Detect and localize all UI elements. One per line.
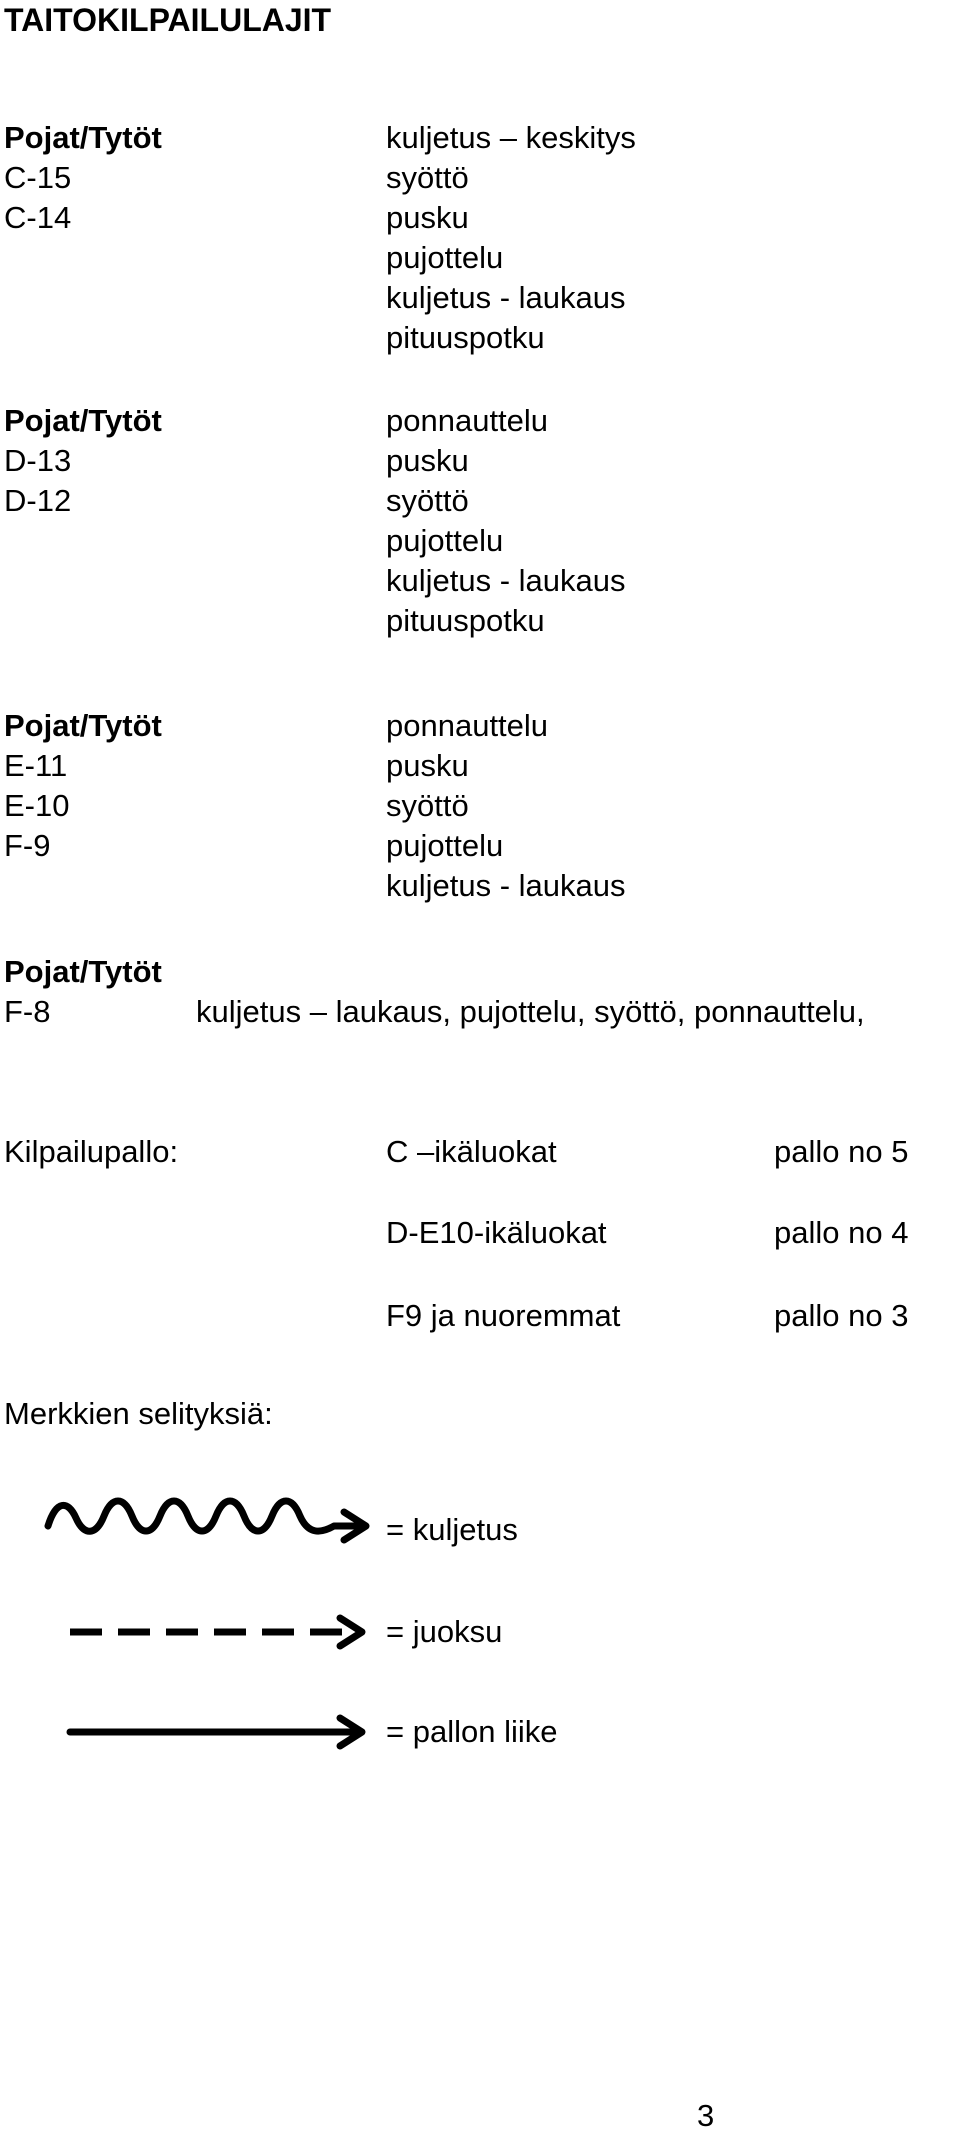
age-class: F-9 (4, 828, 51, 863)
legend-label: = juoksu (386, 1614, 503, 1649)
dashed-arrow-icon (68, 1610, 368, 1654)
legend-label: = kuljetus (386, 1512, 518, 1547)
event-item: pituuspotku (386, 320, 545, 355)
page-title: TAITOKILPAILULAJIT (4, 2, 332, 38)
event-item: pusku (386, 200, 469, 235)
age-class: D-12 (4, 483, 72, 518)
ball-size: pallo no 5 (774, 1134, 909, 1169)
ball-size: pallo no 3 (774, 1298, 909, 1333)
event-item: kuljetus – keskitys (386, 120, 636, 155)
group-heading: Pojat/Tytöt (4, 708, 162, 743)
ball-age-class: C –ikäluokat (386, 1134, 557, 1169)
legend-title: Merkkien selityksiä: (4, 1396, 273, 1431)
event-item: pujottelu (386, 523, 504, 558)
event-item: pujottelu (386, 828, 504, 863)
age-class: F-8 (4, 994, 51, 1029)
group-f8-events: kuljetus – laukaus, pujottelu, syöttö, ponnauttelu, (196, 994, 865, 1029)
event-item: syöttö (386, 483, 469, 518)
page-number: 3 (697, 2098, 715, 2133)
ball-age-class: F9 ja nuoremmat (386, 1298, 621, 1333)
group-heading: Pojat/Tytöt (4, 954, 162, 989)
event-item: pituuspotku (386, 603, 545, 638)
event-item: pujottelu (386, 240, 504, 275)
event-item: syöttö (386, 160, 469, 195)
group-c-events (386, 118, 636, 358)
group-c-labels (4, 118, 162, 238)
group-e-events (386, 706, 626, 906)
ball-size: pallo no 4 (774, 1215, 909, 1250)
event-item: ponnauttelu (386, 708, 549, 743)
solid-arrow-icon (68, 1710, 368, 1754)
group-heading: Pojat/Tytöt (4, 403, 162, 438)
age-class: C-15 (4, 160, 72, 195)
group-d-events (386, 401, 626, 641)
group-heading: Pojat/Tytöt (4, 120, 162, 155)
event-item: kuljetus - laukaus (386, 280, 626, 315)
legend-label: = pallon liike (386, 1714, 558, 1749)
group-d-labels (4, 401, 162, 521)
event-item: pusku (386, 443, 469, 478)
group-e-labels (4, 706, 162, 866)
event-item: pusku (386, 748, 469, 783)
event-item: kuljetus - laukaus (386, 868, 626, 903)
group-f8-labels (4, 952, 162, 1032)
age-class: C-14 (4, 200, 72, 235)
ball-age-class: D-E10-ikäluokat (386, 1215, 607, 1250)
event-item: syöttö (386, 788, 469, 823)
event-item: ponnauttelu (386, 403, 549, 438)
age-class: D-13 (4, 443, 72, 478)
event-item: kuljetus - laukaus (386, 563, 626, 598)
age-class: E-11 (4, 748, 68, 783)
ball-label: Kilpailupallo: (4, 1134, 179, 1169)
age-class: E-10 (4, 788, 70, 823)
wavy-arrow-icon (44, 1498, 374, 1554)
